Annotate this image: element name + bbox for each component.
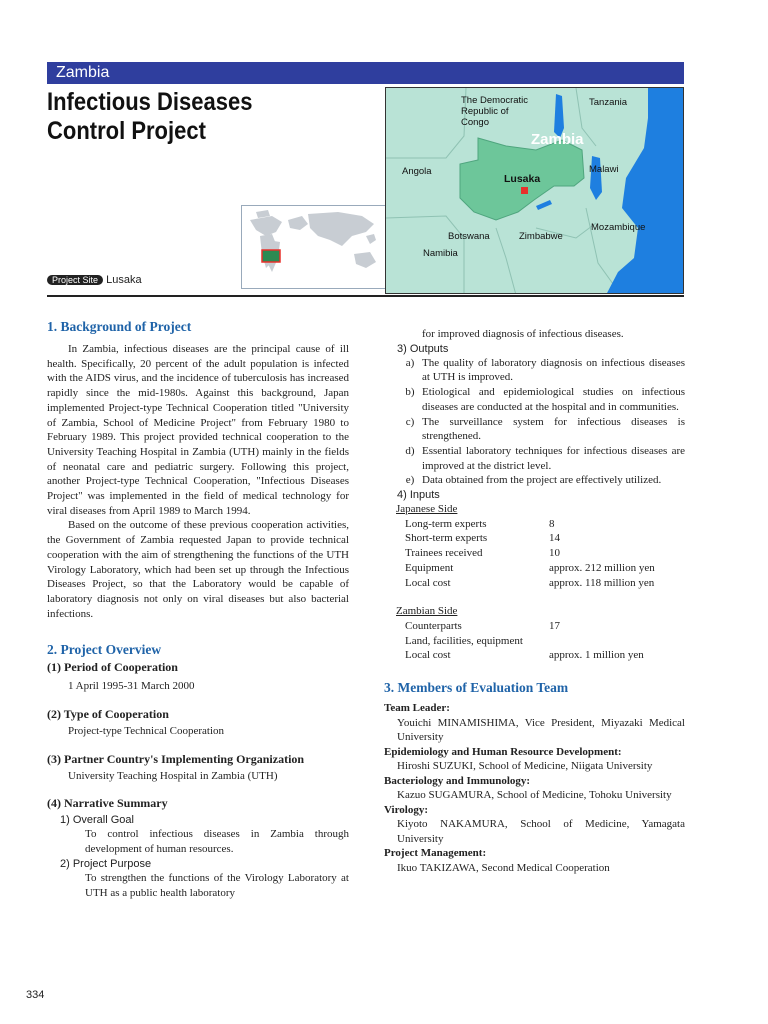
table-row: Trainees received 10: [405, 547, 560, 560]
world-locator-map: [241, 205, 391, 289]
zambia-locator-marker: [262, 250, 280, 262]
map-label-angola: Angola: [402, 166, 432, 177]
partner-heading: (3) Partner Country's Implementing Organization: [47, 751, 305, 766]
narrative-heading: (4) Narrative Summary: [47, 796, 168, 811]
section-background-heading: 1. Background of Project: [47, 319, 192, 334]
right-column: [384, 327, 685, 875]
regional-map: [385, 87, 684, 294]
page-number: 334: [26, 989, 45, 1001]
japanese-side-heading: Japanese Side: [396, 503, 458, 516]
member-role: Team Leader:: [384, 702, 450, 715]
member-name: Kazuo SUGAMURA, School of Medicine, Tohoku University: [397, 789, 672, 802]
zambian-side-table: [384, 619, 685, 663]
output-item: c) The surveillance system for infectious diseases is strengthened.: [405, 415, 685, 443]
table-row: Long-term experts 8: [405, 517, 555, 530]
table-row: Land, facilities, equipment: [405, 634, 523, 647]
table-row: Local cost approx. 1 million yen: [405, 649, 644, 662]
project-purpose-continued: for improved diagnosis of infectious diseases.: [422, 328, 624, 340]
partner-value: University Teaching Hospital in Zambia (UTH): [68, 769, 278, 782]
output-item: d) Essential laboratory techniques for infectious diseases are improved at the district level.: [405, 444, 685, 472]
overall-goal-label: 1) Overall Goal: [60, 814, 134, 827]
project-site-badge: Project Site: [47, 275, 103, 285]
project-purpose-label: 2) Project Purpose: [60, 857, 152, 870]
section-overview-heading: 2. Project Overview: [47, 642, 162, 658]
map-label-malawi: Malawi: [589, 164, 619, 175]
lusaka-marker: [521, 187, 528, 194]
map-label-zimbabwe: Zimbabwe: [519, 231, 563, 242]
project-site-row: [47, 274, 142, 286]
table-row: Local cost approx. 118 million yen: [405, 576, 655, 589]
outputs-label: 3) Outputs: [397, 342, 449, 355]
output-item: e) Data obtained from the project are effectively utilized.: [405, 474, 662, 487]
world-map-graphic: [242, 206, 390, 288]
map-label-lusaka: Lusaka: [504, 173, 541, 185]
overall-goal-text: To control infectious diseases in Zambia through development of human resources.: [85, 828, 349, 856]
member-name: Ikuo TAKIZAWA, Second Medical Cooperation: [397, 861, 610, 874]
member-name: Kiyoto NAKAMURA, School of Medicine, Yamagata University: [397, 818, 685, 845]
japanese-side-table: [384, 517, 685, 591]
type-value: Project-type Technical Cooperation: [68, 725, 225, 738]
left-column: [47, 318, 349, 900]
country-label: Zambia: [56, 64, 110, 81]
map-label-drc: The Democratic Republic of Congo: [461, 95, 529, 128]
table-row: Short-term experts 14: [405, 532, 560, 545]
member-name: Hiroshi SUZUKI, School of Medicine, Niigata University: [397, 760, 653, 773]
project-site-value: Lusaka: [106, 274, 142, 286]
background-paragraph-2: Based on the outcome of these previous cooperation activities, the Government of Zambia requested Japan to provide technical cooperation with the aim of strengthening the functions of the UTH Virology Laboratory, which had been set up through the Infectious Diseases Project, so that the Laboratory would be capable of laboratory diagnosis not only on viral diseases but also bacterial infections.: [47, 519, 349, 620]
project-purpose-text: To strengthen the functions of the Virology Laboratory at UTH as a public health laboratory: [85, 871, 349, 899]
type-heading: (2) Type of Cooperation: [47, 707, 169, 722]
evaluation-team-list: [384, 701, 685, 875]
map-label-namibia: Namibia: [423, 248, 458, 259]
output-item: b) Etiological and epidemiological studies on infectious diseases are conducted at the hospital and in communities.: [405, 386, 685, 413]
map-label-botswana: Botswana: [448, 231, 490, 242]
map-label-zambia: Zambia: [531, 131, 584, 148]
member-role: Virology:: [384, 803, 428, 816]
outputs-list: [384, 356, 685, 488]
background-paragraph-1: In Zambia, infectious diseases are the principal cause of ill health. Specifically, 20 percent of the adult population is infected with the AIDS virus, and the incidence of tuberculosis has increased rapidly since the mid-1980s. Against this background, Japan implemented Project-type Technical Cooperation titled "University of Zambia, School of Medicine Project" from February 1980 to February 1989. This project provided technical cooperation to the University Teaching Hospital in Zambia (UTH) mainly in the fields of neonatal care and pediatric surgery. Following this project, another Project-type Technical Cooperation, "Infectious Diseases Project" was implemented in the field of medical technology for viral diseases from April 1989 to March 1994.: [47, 343, 349, 517]
member-role: Project Management:: [384, 847, 487, 860]
member-role: Bacteriology and Immunology:: [384, 774, 531, 787]
section-evaluation-team-heading: 3. Members of Evaluation Team: [384, 680, 569, 696]
page-title: Infectious Diseases Control Project: [47, 88, 253, 145]
map-label-tanzania: Tanzania: [589, 97, 628, 108]
period-heading: (1) Period of Cooperation: [47, 660, 178, 675]
member-role: Epidemiology and Human Resource Development:: [384, 745, 622, 758]
header-divider: [47, 295, 684, 297]
member-name: Youichi MINAMISHIMA, Vice President, Miyazaki Medical University: [397, 716, 685, 744]
map-label-mozambique: Mozambique: [591, 222, 646, 233]
country-banner: [47, 62, 684, 84]
output-item: a) The quality of laboratory diagnosis on infectious diseases at UTH is improved.: [405, 356, 685, 384]
table-row: Equipment approx. 212 million yen: [405, 561, 655, 574]
zambian-side-heading: Zambian Side: [396, 605, 458, 618]
table-row: Counterparts 17: [405, 619, 560, 632]
regional-map-graphic: [386, 88, 684, 294]
inputs-label: 4) Inputs: [397, 489, 440, 502]
period-value: 1 April 1995-31 March 2000: [68, 680, 195, 693]
